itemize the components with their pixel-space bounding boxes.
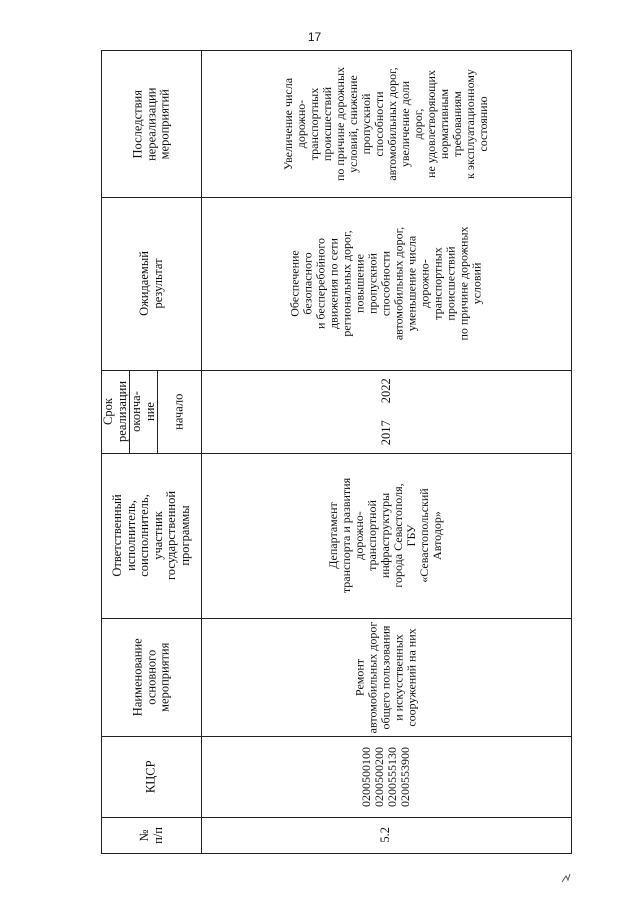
header-result: Ожидаемый результат [137,251,165,316]
page-number: 17 [307,30,322,44]
cell-end: 2022 [378,378,393,404]
measures-table [101,50,572,854]
header-name: Наименование основного мероприятия [130,638,172,716]
header-term: Срок реализации [101,380,129,443]
cell-kcsr: 0200500100 0200500200 0200555130 0200553900 [359,746,412,807]
cell-num: 5.2 [378,827,393,843]
header-start: начало [171,393,186,430]
cell-start: 2017 [378,420,393,445]
cell-responsible: Департамент транспорта и развития дорожно- транспортной инфраструктуры города Севастополя, ГБУ «Севастопольский Автодор» [326,477,445,594]
cell-consequences: Увеличение числа дорожно- транспортных происшествий по причине дорожных условий, снижение пропускной способности автомобильных дорог, увеличение доли дорог, не удовлетворяющих нормативным требованиям к эксплуатационному состоянию [281,66,490,182]
header-kcsr: КЦСР [143,760,158,793]
pen-mark-icon [560,866,572,884]
header-end: оконча- ние [128,391,156,432]
cell-result: Обеспечение безопасного и бесперебойного движения по сети региональных дорог, повышение пропускной способности автомобильных дорог, уменьшение числа дорожно- транспортных происшествий по причине дорожных условий [287,226,484,341]
header-num: № п/п [136,826,165,844]
header-consequences: Последствия нереализации мероприятий [130,87,172,161]
header-responsible: Ответственный исполнитель, соисполнитель, участник государственной программы [110,490,192,581]
cell-name: Ремонт автомобильных дорог общего пользования и искусственных сооружений на них [352,621,419,733]
